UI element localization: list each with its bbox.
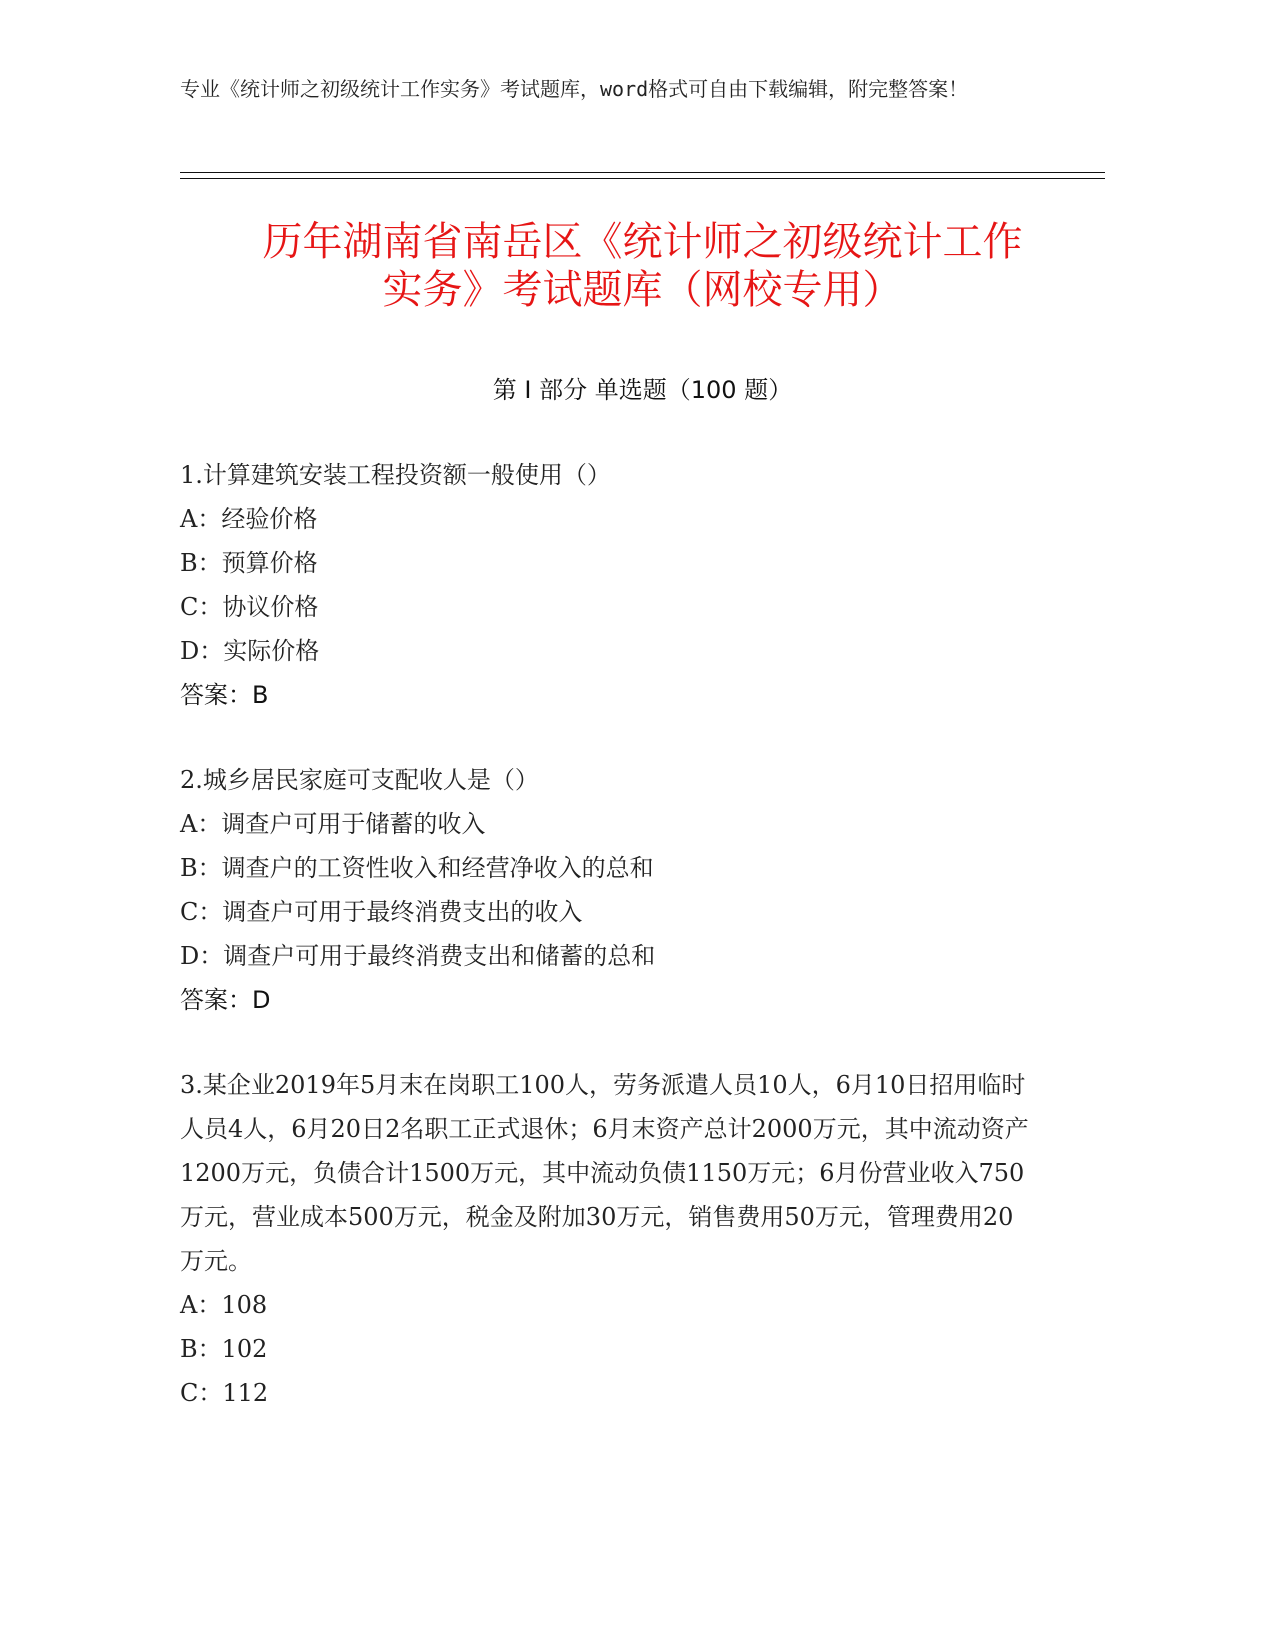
question-1 (180, 453, 1050, 717)
question-stem: 1.计算建筑安装工程投资额一般使用（） (180, 461, 611, 489)
answer-label: 答案：B (180, 681, 269, 709)
option-b: B：调查户的工资性收入和经营净收入的总和 (180, 854, 654, 882)
option-d: D：实际价格 (180, 637, 320, 665)
option-a: A：经验价格 (180, 505, 318, 533)
header-note: 专业《统计师之初级统计工作实务》考试题库，word格式可自由下载编辑，附完整答案！ (180, 77, 969, 101)
section-title: 第 I 部分 单选题（100 题） (492, 376, 793, 404)
option-b: B：预算价格 (180, 549, 318, 577)
option-c: C：协议价格 (180, 593, 319, 621)
option-a: A：调查户可用于储蓄的收入 (180, 810, 486, 838)
question-stem: 2.城乡居民家庭可支配收人是（） (180, 766, 539, 794)
answer-label: 答案：D (180, 986, 271, 1014)
option-c: C：112 (180, 1379, 269, 1407)
document-title (180, 218, 1105, 318)
question-2 (180, 758, 1050, 1022)
question-3 (180, 1063, 1050, 1415)
option-c: C：调查户可用于最终消费支出的收入 (180, 898, 583, 926)
option-b: B：102 (180, 1335, 268, 1363)
document-title-line-1: 历年湖南省南岳区《统计师之初级统计工作 (262, 219, 1023, 265)
option-a: A：108 (180, 1291, 268, 1319)
header-divider (180, 172, 1105, 173)
option-d: D：调查户可用于最终消费支出和储蓄的总和 (180, 942, 656, 970)
question-stem: 3.某企业2019年5月末在岗职工100人，劳务派遣人员10人，6月10日招用临时人员4人，6月20日2名职工正式退休；6月末资产总计2000万元，其中流动资产1200万元，负债合计1500万元，其中流动负债1150万元；6月份营业收入750万元，营业成本500万元，税金及附加30万元，销售费用50万元，管理费用20万元。 (180, 1071, 1029, 1275)
header-divider-secondary (180, 178, 1105, 179)
document-title-line-2: 实务》考试题库（网校专用） (382, 267, 903, 313)
